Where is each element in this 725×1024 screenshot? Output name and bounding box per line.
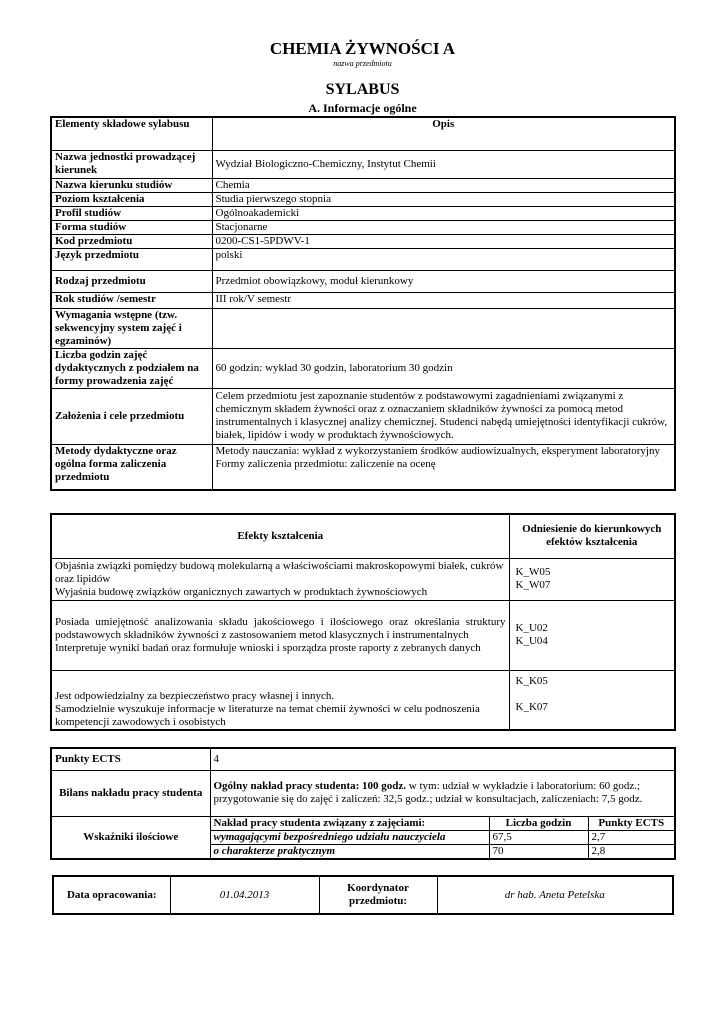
outcome-reference: K_U04 [515, 635, 548, 647]
assessment-form-text: Formy zaliczenia przedmiotu: zaliczenie na ocenę [215, 457, 436, 470]
workload-breakdown: w tym: udział w wykładzie i laboratorium: 60 godz.; przygotowanie się do zajęć i zaliczeń: 32,5 godz.; udział w konsultacjach, zaliczeniach: 7,5 godz. [213, 780, 643, 805]
indicators-subheader-ects: Punkty ECTS [588, 816, 675, 830]
course-title-caption: nazwa przedmiotu [333, 59, 392, 68]
info-row-label: Nazwa kierunku studiów [51, 178, 212, 192]
coordinator-value: dr hab. Aneta Petelska [437, 876, 673, 914]
info-row-value: Chemia [212, 178, 675, 192]
info-row-value: polski [212, 248, 675, 270]
outcome-text-cell [51, 670, 509, 730]
outcome-text: Interpretuje wyniki badań oraz formułuje wnioski i sporządza proste raporty z zebranych danych [55, 641, 481, 654]
outcomes-header-effects: Efekty kształcenia [51, 514, 509, 558]
workload-label: Bilans nakładu pracy studenta [51, 770, 210, 816]
info-row-label: Język przedmiotu [51, 248, 212, 270]
info-row-value: III rok/V semestr [212, 292, 675, 308]
info-row-value: Wydział Biologiczno-Chemiczny, Instytut Chemii [212, 150, 675, 178]
indicators-subheader-workload: Nakład pracy studenta związany z zajęciami: [210, 816, 489, 830]
outcome-reference: K_K05 [515, 674, 548, 687]
date-value: 01.04.2013 [170, 876, 319, 914]
info-row-label: Poziom kształcenia [51, 192, 212, 206]
workload-total: Ogólny nakład pracy studenta: 100 godz. [213, 780, 407, 792]
outcome-reference: K_K07 [515, 700, 548, 713]
indicator-row-ects: 2,8 [588, 844, 675, 859]
outcome-reference: K_U02 [515, 622, 548, 634]
info-row-value: Przedmiot obowiązkowy, moduł kierunkowy [212, 270, 675, 292]
outcome-text-cell [51, 558, 509, 600]
info-row-label: Nazwa jednostki prowadzącej kierunek [51, 150, 212, 178]
info-row-label: Profil studiów [51, 206, 212, 220]
course-title: CHEMIA ŻYWNOŚCI A [269, 39, 456, 58]
outcome-text: Posiada umiejętność analizowania składu jakościowego i ilościowego oraz określania struktury podstawowych składników żywności z zastosowaniem metod klasycznych i instrumentalnych [55, 615, 506, 641]
indicator-row-label: wymagającymi bezpośredniego udziału nauczyciela [210, 830, 489, 844]
outcome-reference: K_W07 [515, 579, 551, 591]
indicator-row-ects: 2,7 [588, 830, 675, 844]
info-row-label: Wymagania wstępne (tzw. sekwencyjny system zajęć i egzaminów) [51, 308, 212, 348]
ects-value: 4 [210, 748, 675, 770]
outcome-text: Objaśnia związki pomiędzy budową molekularną a właściwościami makroskopowymi białek, cukrów oraz lipidów [55, 559, 504, 585]
outcome-reference-cell [509, 558, 675, 600]
ects-table [50, 747, 676, 860]
info-row-value: 0200-CS1-5PDWV-1 [212, 234, 675, 248]
outcome-reference-cell [509, 600, 675, 670]
section-a-heading: A. Informacje ogólne [308, 101, 417, 115]
info-row-label: Liczba godzin zajęć dydaktycznych z podziałem na formy prowadzenia zajęć [51, 348, 212, 388]
info-row-label: Metody dydaktyczne oraz ogólna forma zaliczenia przedmiotu [51, 444, 212, 490]
info-header-description: Opis [212, 117, 675, 150]
outcome-text: Wyjaśnia budowę związków organicznych zawartych w produktach żywnościowych [55, 585, 428, 598]
indicator-row-hours: 67,5 [489, 830, 588, 844]
info-row-label: Rok studiów /semestr [51, 292, 212, 308]
info-row-value [212, 308, 675, 348]
outcomes-header-reference: Odniesienie do kierunkowych efektów kształcenia [509, 514, 675, 558]
info-row-value: 60 godzin: wykład 30 godzin, laboratorium 30 godzin [212, 348, 675, 388]
outcome-text: Jest odpowiedzialny za bezpieczeństwo pracy własnej i innych. [55, 690, 335, 702]
info-row-label: Forma studiów [51, 220, 212, 234]
indicator-row-hours: 70 [489, 844, 588, 859]
indicators-subheader-hours: Liczba godzin [489, 816, 588, 830]
info-row-value: Celem przedmiotu jest zapoznanie studentów z podstawowymi zagadnieniami związanymi z chemicznym składem żywności oraz z oznaczaniem składników żywności za pomocą metod instrumentalnych i klasycznej analizy chemicznej. Studenci nabędą umiejętności identyfikacji cukrów, białek, lipidów i wody w produktach żywnościowych. [212, 388, 675, 444]
info-row-value: Stacjonarne [212, 220, 675, 234]
footer-table [52, 875, 674, 915]
date-label: Data opracowania: [53, 876, 170, 914]
indicator-row-label: o charakterze praktycznym [210, 844, 489, 859]
coordinator-label: Koordynator przedmiotu: [319, 876, 437, 914]
info-row-label: Założenia i cele przedmiotu [51, 388, 212, 444]
info-row-label: Rodzaj przedmiotu [51, 270, 212, 292]
learning-outcomes-table [50, 513, 676, 731]
workload-description [210, 770, 675, 816]
info-row-value: Studia pierwszego stopnia [212, 192, 675, 206]
teaching-methods-text: Metody nauczania: wykład z wykorzystaniem środków audiowizualnych, eksperyment laboratoryjny [215, 444, 660, 457]
info-row-value: Ogólnoakademicki [212, 206, 675, 220]
info-header-elements: Elementy składowe sylabusu [51, 117, 212, 150]
document-type: SYLABUS [325, 81, 400, 98]
outcome-reference-cell [509, 670, 675, 730]
ects-label: Punkty ECTS [51, 748, 210, 770]
info-row-label: Kod przedmiotu [51, 234, 212, 248]
info-row-value [212, 444, 675, 490]
outcome-reference: K_W05 [515, 566, 551, 578]
indicators-label: Wskaźniki ilościowe [51, 816, 210, 859]
outcome-text: Samodzielnie wyszukuje informacje w literaturze na temat chemii żywności w celu podnoszenia kompetencji zawodowych i osobistych [55, 703, 480, 728]
outcome-text-cell [51, 600, 509, 670]
general-info-table [50, 116, 676, 491]
